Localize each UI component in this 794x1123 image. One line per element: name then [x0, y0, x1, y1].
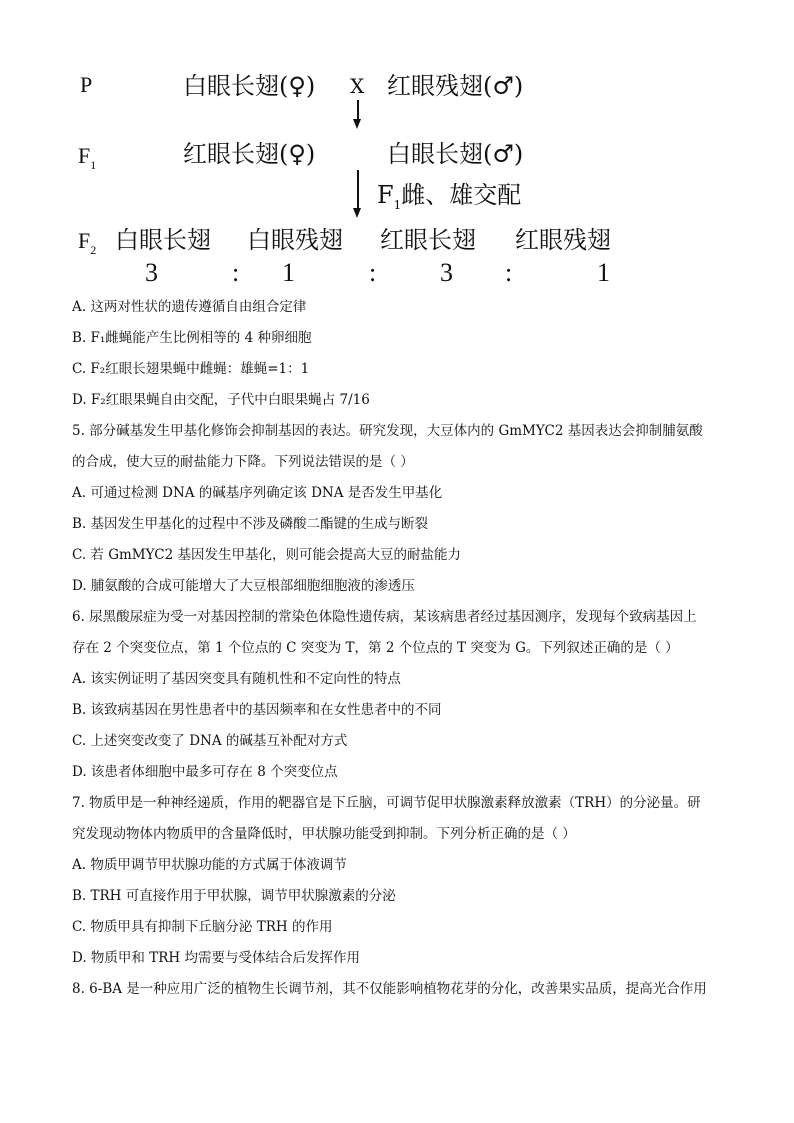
f2-phenotype: 红眼长翅 — [380, 226, 476, 254]
ratio-value: 1 — [597, 258, 610, 287]
ratio-separator: : — [505, 258, 513, 287]
genetic-cross-diagram — [0, 0, 794, 290]
option-line: C. 若 GmMYC2 基因发生甲基化，则可能会提高大豆的耐盐能力 — [72, 547, 462, 563]
arrow-head-icon — [353, 119, 361, 129]
option-line: D. 该患者体细胞中最多可存在 8 个突变位点 — [72, 764, 338, 780]
option-line: B. TRH 可直接作用于甲状腺，调节甲状腺激素的分泌 — [72, 888, 396, 904]
option-line: A. 物质甲调节甲状腺功能的方式属于体液调节 — [72, 857, 347, 873]
f1-male-phenotype: 白眼长翅(♂) — [387, 140, 524, 168]
option-line: C. F₂红眼长翅果蝇中雌蝇：雄蝇=1：1 — [72, 361, 310, 377]
question-stem-line: 6. 尿黑酸尿症为受一对基因控制的常染色体隐性遗传病，某该病患者经过基因测序，发现每个致病基因上 — [72, 609, 697, 625]
question-stem-line: 7. 物质甲是一种神经递质，作用的靶器官是下丘脑，可调节促甲状腺激素释放激素（TRH）的分泌量。研 — [72, 795, 701, 811]
question-stem-line: 存在 2 个突变位点，第 1 个位点的 C 突变为 T，第 2 个位点的 T 突变为 G。下列叙述正确的是（ ） — [72, 640, 679, 656]
question-stem-line: 究发现动物体内物质甲的含量降低时，甲状腺功能受到抑制。下列分析正确的是（ ） — [72, 826, 576, 842]
option-line: A. 可通过检测 DNA 的碱基序列确定该 DNA 是否发生甲基化 — [72, 485, 443, 501]
f1-mating-note: $F_1$雌、雄交配 — [377, 181, 522, 212]
option-line: D. F₂红眼果蝇自由交配，子代中白眼果蝇占 7/16 — [72, 392, 370, 408]
f2-phenotype: 白眼残翅 — [247, 226, 343, 254]
arrow-p-to-f1 — [357, 100, 359, 120]
arrow-f1-to-f2 — [357, 170, 359, 210]
ratio-value: 1 — [282, 258, 295, 287]
option-line: C. 物质甲具有抑制下丘脑分泌 TRH 的作用 — [72, 919, 333, 935]
ratio-value: 3 — [440, 258, 453, 287]
question-text-block — [72, 292, 732, 1005]
option-line: D. 脯氨酸的合成可能增大了大豆根部细胞细胞液的渗透压 — [72, 578, 415, 594]
p-male-phenotype: 红眼残翅(♂) — [387, 72, 524, 100]
ratio-separator: : — [369, 258, 377, 287]
option-line: A. 这两对性状的遗传遵循自由组合定律 — [72, 299, 307, 315]
ratio-separator: : — [232, 258, 240, 287]
f2-phenotype: 红眼残翅 — [515, 226, 611, 254]
cross-symbol: X — [350, 74, 365, 98]
p-generation-label: P — [80, 72, 93, 97]
f1-generation-label: $F_1$ — [78, 143, 97, 172]
question-stem-line: 5. 部分碱基发生甲基化修饰会抑制基因的表达。研究发现，大豆体内的 GmMYC2 基因表达会抑制脯氨酸 — [72, 423, 703, 439]
option-line: C. 上述突变改变了 DNA 的碱基互补配对方式 — [72, 733, 348, 749]
question-stem-line: 8. 6-BA 是一种应用广泛的植物生长调节剂，其不仅能影响植物花芽的分化，改善果实品质，提高光合作用 — [72, 981, 707, 997]
f2-generation-label: $F_2$ — [78, 228, 97, 257]
arrow-head-icon — [353, 208, 361, 218]
f1-female-phenotype: 红眼长翅(♀) — [183, 140, 316, 168]
ratio-value: 3 — [145, 258, 158, 287]
option-line: B. F₁雌蝇能产生比例相等的 4 种卵细胞 — [72, 330, 312, 346]
question-stem-line: 的合成，使大豆的耐盐能力下降。下列说法错误的是（ ） — [72, 454, 414, 470]
f2-phenotype: 白眼长翅 — [115, 226, 211, 254]
option-line: B. 该致病基因在男性患者中的基因频率和在女性患者中的不同 — [72, 702, 442, 718]
option-line: D. 物质甲和 TRH 均需要与受体结合后发挥作用 — [72, 950, 360, 966]
option-line: A. 该实例证明了基因突变具有随机性和不定向性的特点 — [72, 671, 401, 687]
option-line: B. 基因发生甲基化的过程中不涉及磷酸二酯键的生成与断裂 — [72, 516, 429, 532]
p-female-phenotype: 白眼长翅(♀) — [183, 72, 316, 100]
